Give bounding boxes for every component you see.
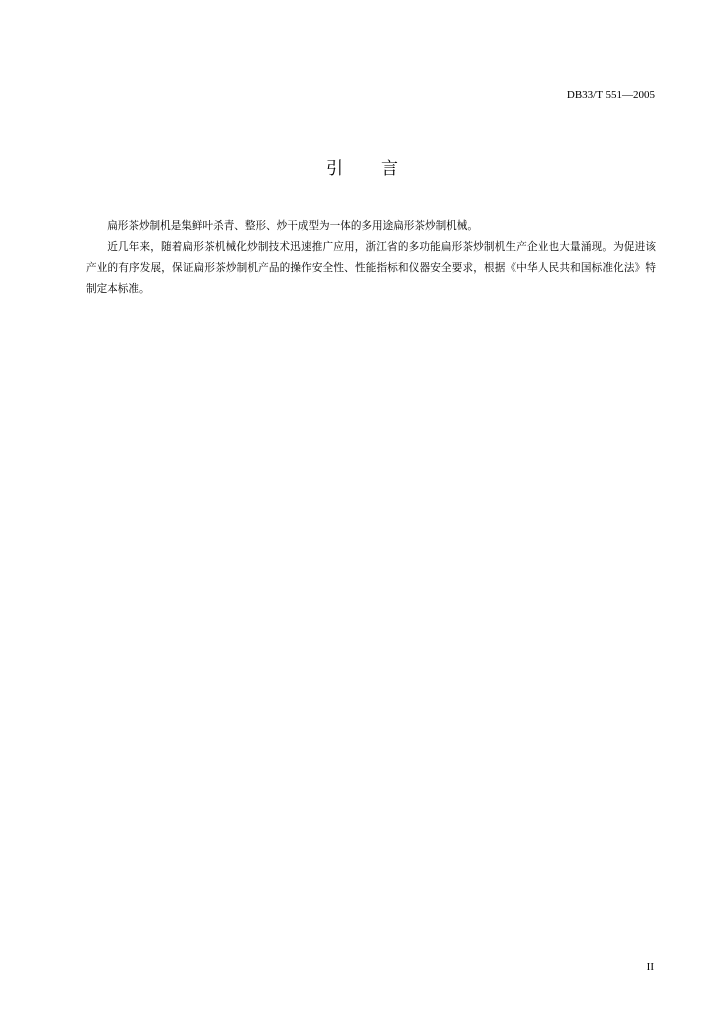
page-number: II [646,961,654,973]
title-char-1: 引 [326,159,343,179]
paragraph-1: 扁形茶炒制机是集鲜叶杀青、整形、炒干成型为一体的多用途扁形茶炒制机械。 [107,220,478,232]
page-title [0,158,724,180]
standard-code: DB33/T 551—2005 [566,89,655,101]
paragraph-2: 近几年来，随着扁形茶机械化炒制技术迅速推广应用，浙江省的多功能扁形茶炒制机生产企业也大量涌现。为促进该产业的有序发展，保证扁形茶炒制机产品的操作安全性、性能指标和仪器安全要求，根据《中华人民共和国标准化法》特制定本标准。 [86,241,656,295]
introduction-body [86,216,656,300]
title-char-2: 言 [381,159,398,179]
